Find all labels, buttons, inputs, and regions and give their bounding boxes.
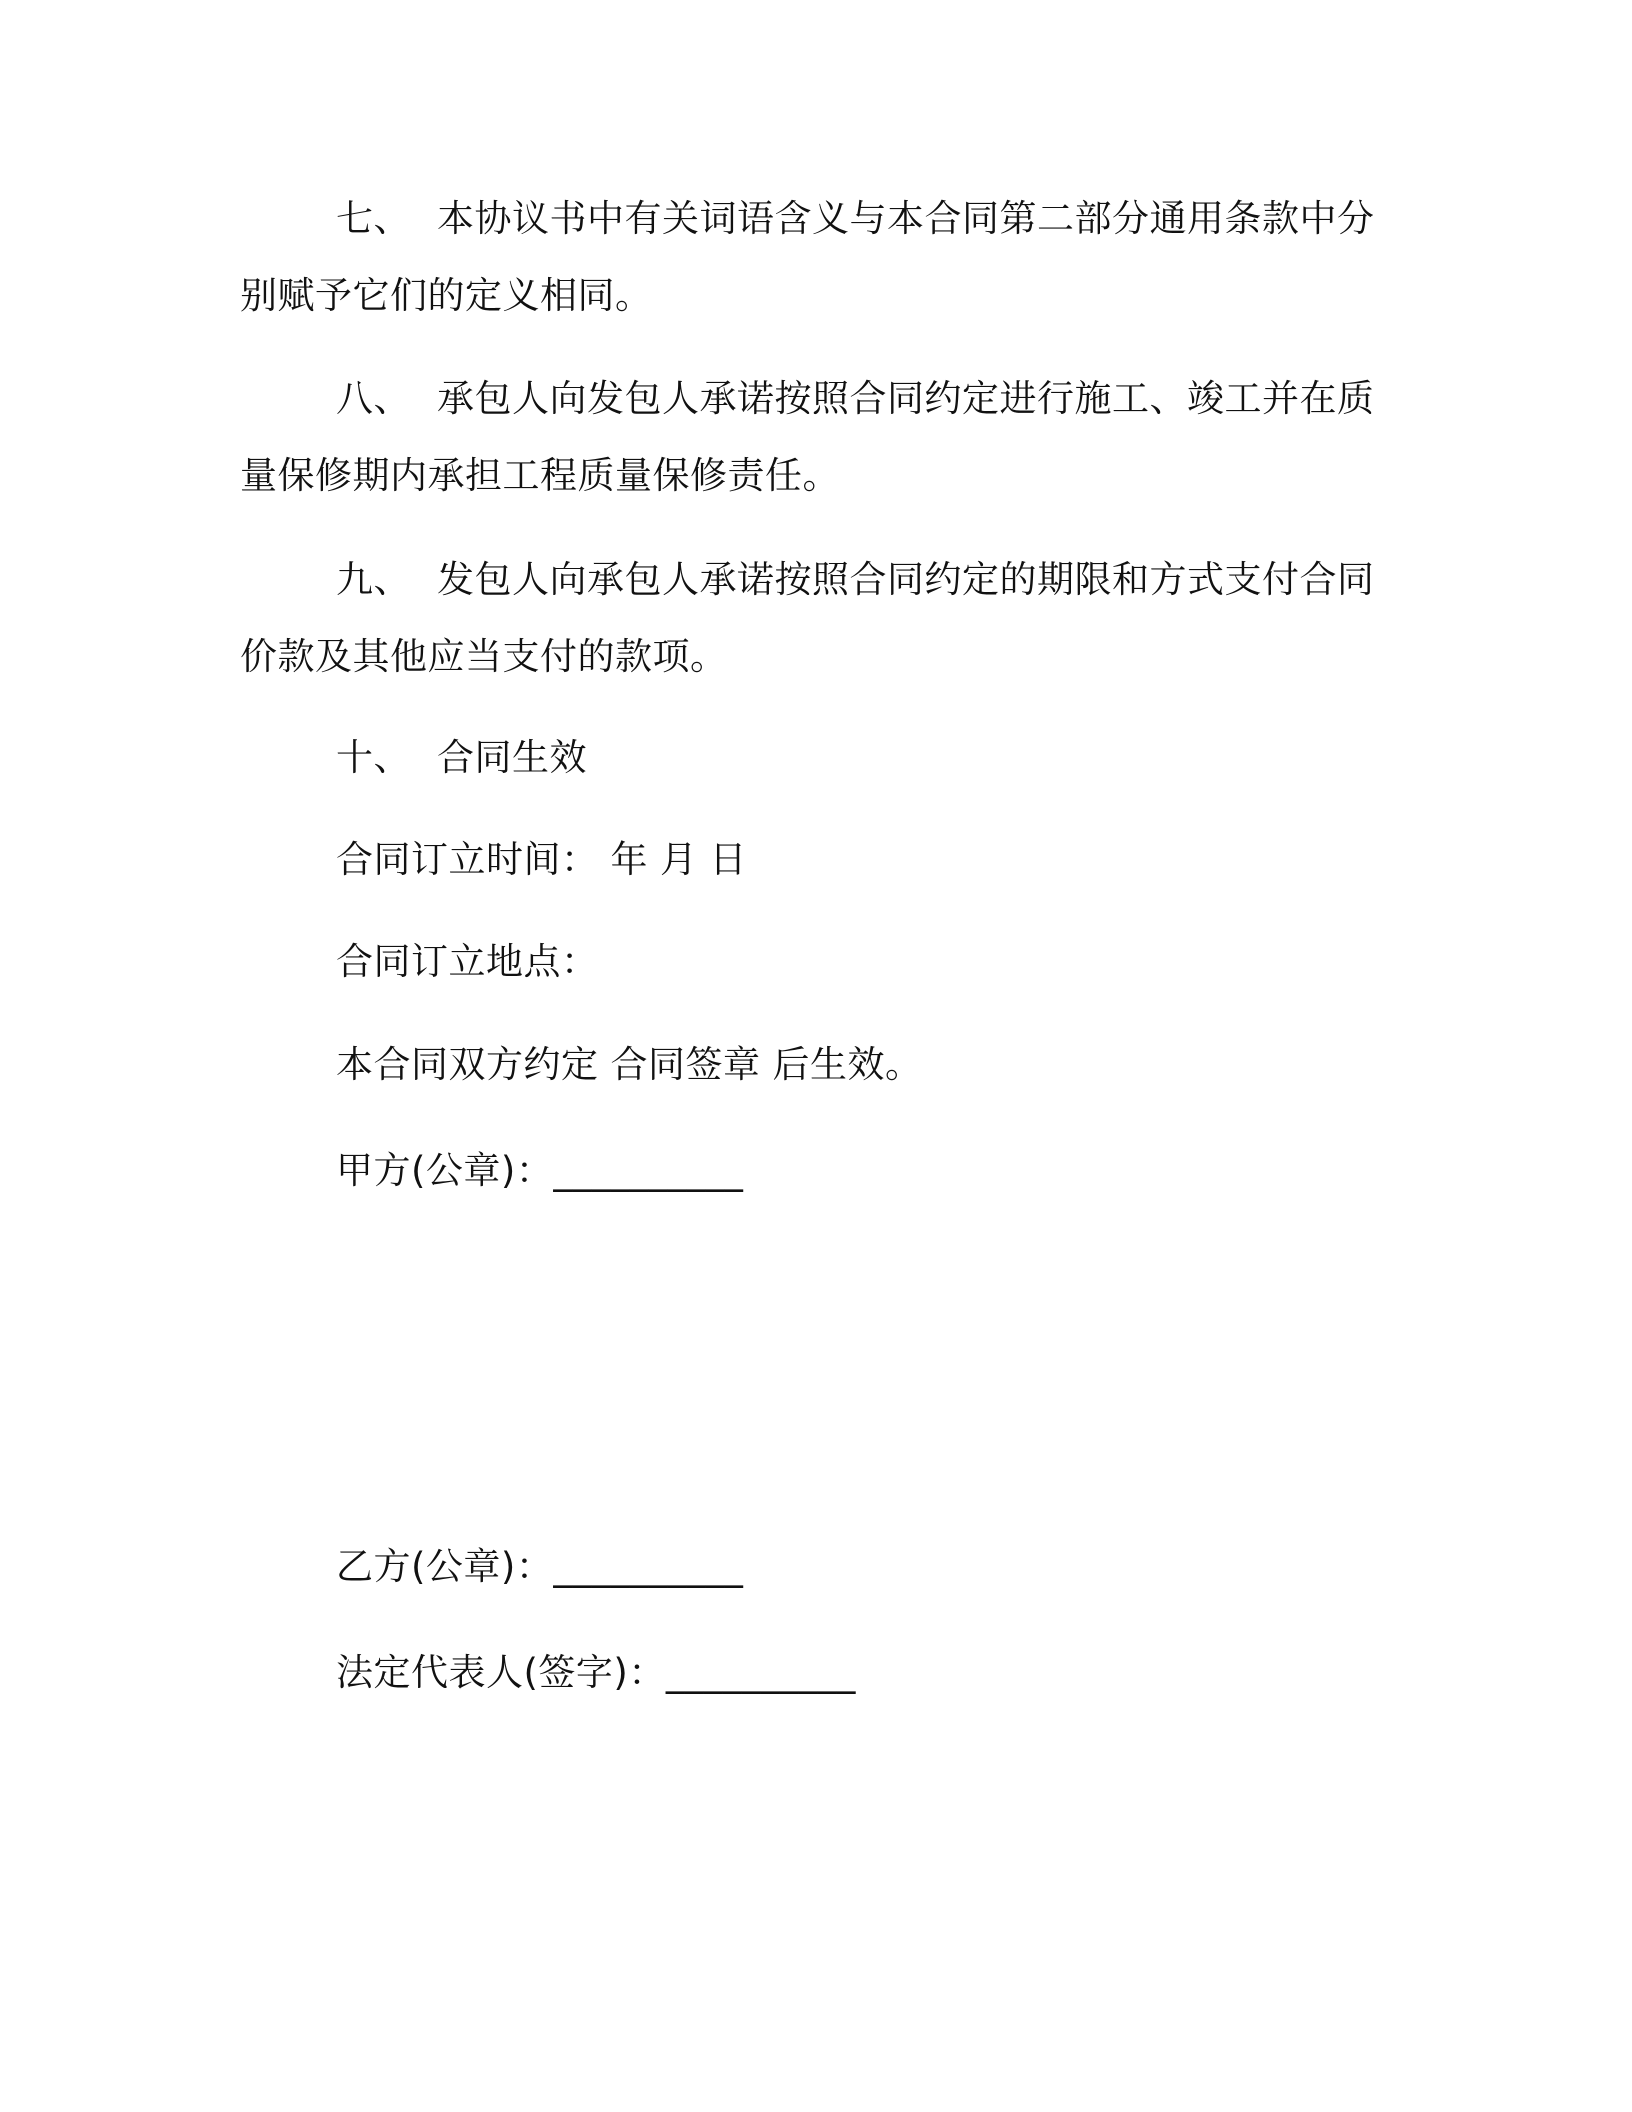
signing-time-day: 日 [709,838,747,881]
signing-place-label: 合同订立地点： [336,940,599,983]
clause-ten-number: 十、 [336,736,411,779]
party-a-blank[interactable]: __________ [553,1149,744,1192]
effect-part3: 后生效。 [772,1043,923,1086]
signing-place [336,937,599,987]
signing-time-year: 年 [610,838,648,881]
clause-seven-text: 本协议书中有关词语含义与本合同第二部分通用条款中分别赋予它们的定义相同。 [240,197,1375,317]
clause-ten-text: 合同生效 [437,736,587,779]
party-b-label: 乙方(公章)： [336,1545,554,1588]
party-a-signature [336,1146,743,1196]
party-b-signature [336,1542,743,1592]
signing-time [336,835,747,885]
clause-eight-text: 承包人向发包人承诺按照合同约定进行施工、竣工并在质量保修期内承担工程质量保修责任。 [240,377,1375,497]
clause-eight-number: 八、 [336,377,411,420]
clause-nine-number: 九、 [336,558,411,601]
clause-seven-number: 七、 [336,197,411,240]
effect-statement [336,1040,923,1090]
effect-part1: 本合同双方约定 [336,1043,599,1086]
clause-nine [240,541,1390,695]
legal-rep-blank[interactable]: __________ [665,1651,856,1694]
clause-ten [336,733,587,783]
clause-nine-text: 发包人向承包人承诺按照合同约定的期限和方式支付合同价款及其他应当支付的款项。 [240,558,1375,678]
legal-rep-label: 法定代表人(签字)： [336,1651,666,1694]
clause-eight [240,360,1390,514]
party-a-label: 甲方(公章)： [336,1149,554,1192]
signing-time-month: 月 [660,838,698,881]
effect-part2: 合同签章 [610,1043,761,1086]
clause-seven [240,180,1390,334]
signing-time-label: 合同订立时间： [336,838,599,881]
party-b-blank[interactable]: __________ [553,1545,744,1588]
legal-rep-signature [336,1648,856,1698]
